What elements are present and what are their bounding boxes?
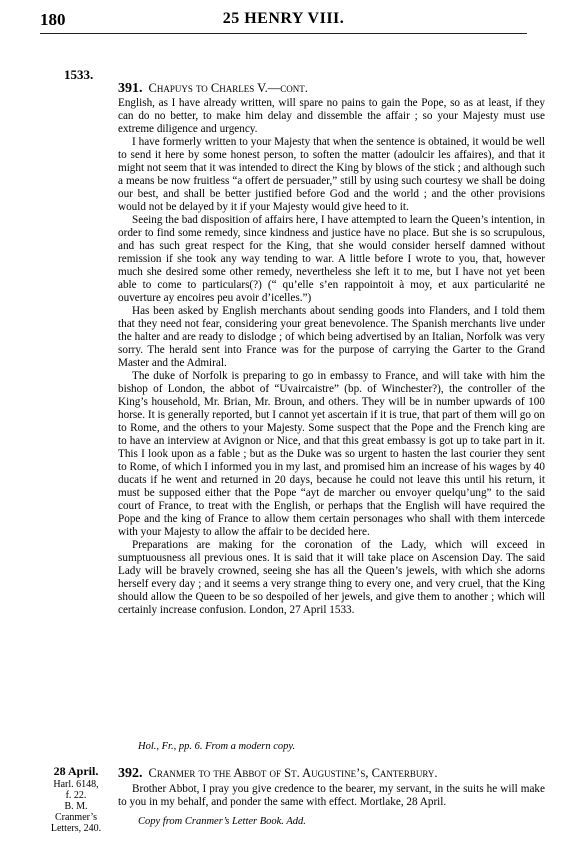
entry-392-source-note: Copy from Cranmer’s Letter Book. Add. — [138, 816, 306, 827]
entry-392-body — [118, 783, 545, 809]
entry-391-title: Chapuys to Charles V.—cont. — [148, 81, 308, 95]
paragraph: Preparations are making for the coronation of the Lady, which will exceed in sumptuousness all previous ones. It is said that it will take place on Ascension Day. The said Lady will be bravely crowned, seeing she has all the Queen’s jewels, with which she adorns herself every day ; and it seems a very strange thing to every one, and very cruel, that the King should allow the Queen to be so despoiled of her jewels, and give them to another ; which will certainly increase confusion. London, 27 April 1533. — [118, 539, 545, 616]
margin-ref: Harl. 6148, — [53, 779, 99, 790]
header-rule — [40, 33, 527, 34]
margin-year: 1533. — [64, 67, 94, 82]
margin-ref: B. M. — [64, 801, 88, 812]
entry-391-number: 391. — [118, 81, 143, 96]
margin-ref: Cranmer’s — [54, 812, 98, 823]
paragraph: English, as I have already written, will spare no pains to gain the Pope, so as at least, if they can do no better, to make him delay and dissemble the affair ; so your Majesty must use extreme diligence and urgency. — [118, 97, 545, 135]
paragraph: Seeing the bad disposition of affairs here, I have attempted to learn the Queen’s intention, in order to find some remedy, since kindness and justice have no place. But she is so scrupulous, and has such great respect for the King, that she would consider herself damned without remission if she took any way tending to war. A little before I wrote to you, that, however much she desired some other remedy, nevertheless she left it to me, but I have not yet been able to come to particulars(?) (“ qu’elle s’en rappointoit à moy, et aux particularité ne ouverture ay encoires peu avoir d’icelles.”) — [118, 214, 545, 304]
paragraph: Brother Abbot, I pray you give credence to the bearer, my servant, in the suits he will make to you in my behalf, and ponder the same with effect. Mortlake, 28 April. — [118, 783, 545, 808]
paragraph: The duke of Norfolk is preparing to go in embassy to France, and will take with him the bishop of London, the abbot of “Uvaircaistre” (bp. of Winchester?), the controller of the King’s household, Mr. Brian, Mr. Broun, and others. They will be in number upwards of 100 horse. It is generally reported, but I cannot yet ascertain if it is true, that part of them will go on to Rome, and the others to your Majesty. Some suspect that the Pope and the French king are to have an interview at Avignon or Nice, and that this great embassy is got up to take part in it. This I look upon as a fable ; but as the Duke was so urgent to hasten the last courier they sent to Rome, of which I informed you in my last, and promised him an increase of his wages by 40 ducats if he went and returned in 20 days, because he could not leave this until his return, it must be supposed either that the Pope “ayt de marcher ou envoyer quelqu’ung” to the said court of France, to treat with the English, or perhaps that the English will have required the Pope and the king of France to allow them certain personages who shall with them intercede with your Majesty to allow the affair to be decided here. — [118, 370, 545, 538]
entry-392-title: Cranmer to the Abbot of St. Augustine’s, Canterbury. — [148, 766, 438, 780]
margin-ref: f. 22. — [65, 790, 87, 801]
running-title: 25 HENRY VIII. — [222, 10, 345, 27]
entry-392-heading — [118, 766, 438, 782]
margin-ref: Letters, 240. — [50, 823, 102, 834]
entry-391-heading — [118, 81, 308, 97]
entry-391-source-note: Hol., Fr., pp. 6. From a modern copy. — [138, 741, 296, 752]
page-number: 180 — [40, 10, 66, 29]
entry-392-date: 28 April. — [53, 764, 99, 778]
paragraph: I have formerly written to your Majesty that when the sentence is obtained, it would be well to send it here by some honest person, to soften the matter (adoulcir les affaires), and that it might not seem that it was intended to direct the King by blows of the stick ; and although such a means be now fruitless “a offert de persuader,” still by using such courtesy we shall be doing our best, and shall be better justified before God and the world ; and the other provisions would not be delayed by it if your Majesty would give heed to it. — [118, 136, 545, 213]
entry-391-body — [118, 97, 545, 617]
paragraph: Has been asked by English merchants about sending goods into Flanders, and I told them that they need not fear, considering your great benevolence. The Spanish merchants live under the halter and are ready to dislodge ; of which being advertised by an Italian, Norfolk was very sorry. The herald sent into France was for the purpose of carrying the Garter to the Grand Master and the Admiral. — [118, 305, 545, 369]
entry-392-number: 392. — [118, 766, 143, 781]
entry-392-margin — [40, 766, 112, 834]
